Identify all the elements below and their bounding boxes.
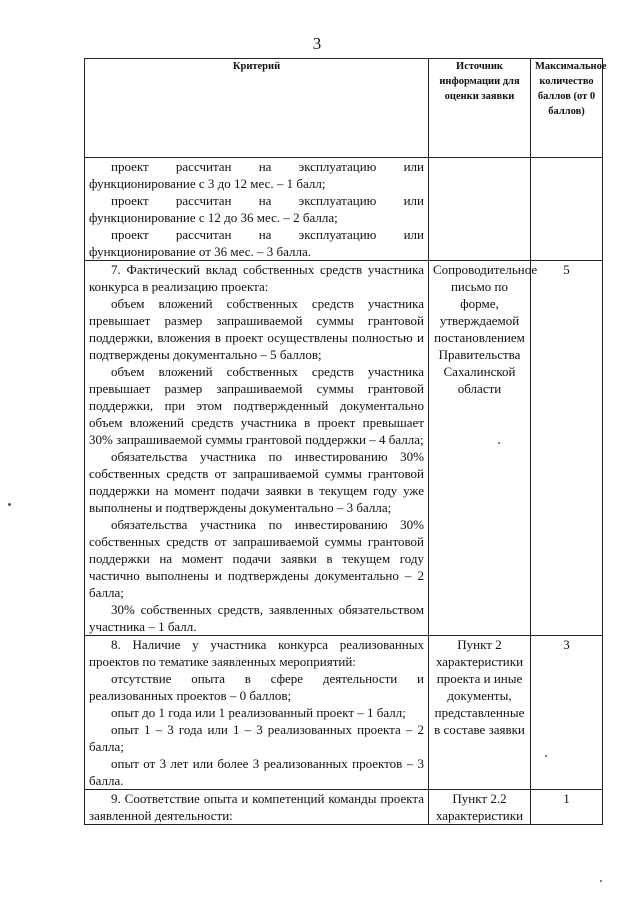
- criterion-paragraph: опыт до 1 года или 1 реализованный проект – 1 балл;: [111, 705, 406, 720]
- criterion-cell: [85, 790, 429, 825]
- table-row: [85, 261, 603, 636]
- criterion-paragraph: объем вложений собственных средств участника превышает размер запрашиваемой суммы грантовой поддержки, вложения в проект осуществлены полностью и подтверждены документально – 5 баллов;: [89, 296, 424, 362]
- criteria-table: [84, 58, 607, 825]
- max-score-cell: 5: [531, 261, 603, 636]
- criterion-paragraph: 7. Фактический вклад собственных средств участника конкурса в реализацию проекта:: [89, 262, 424, 294]
- scan-speck: [545, 755, 547, 757]
- source-cell: [429, 158, 531, 261]
- criterion-paragraph: обязательства участника по инвестированию 30% собственных средств от запрашиваемой суммы грантовой поддержки на момент подачи заявки в текущем году частично выполнены и подтверждены документально – 2 балла;: [89, 517, 424, 600]
- criterion-paragraph: 8. Наличие у участника конкурса реализованных проектов по тематике заявленных мероприятий:: [89, 637, 424, 669]
- criterion-paragraph: обязательства участника по инвестированию 30% собственных средств от запрашиваемой суммы грантовой поддержки на момент подачи заявки в текущем году уже выполнены и подтверждены документально – 3 балла;: [89, 449, 424, 515]
- criterion-paragraph: проект рассчитан на эксплуатацию или функционирование с 3 до 12 мес. – 1 балл;: [89, 159, 424, 191]
- criterion-paragraph: 30% собственных средств, заявленных обязательством участника – 1 балл.: [89, 602, 424, 634]
- table-row: [85, 158, 603, 261]
- max-score-cell: [531, 158, 603, 261]
- criterion-cell: [85, 261, 429, 636]
- criterion-cell: [85, 158, 429, 261]
- criterion-paragraph: объем вложений собственных средств участника превышает размер запрашиваемой суммы грантовой поддержки, при этом подтвержденный документально объем вложений средств участника в проект превышает 30% запрашиваемой суммы грантовой поддержки – 4 балла;: [89, 364, 424, 447]
- table-header-row: [85, 59, 603, 158]
- source-cell: Сопроводительное письмо по форме, утверждаемой постановлением Правительства Сахалинской области: [429, 261, 531, 636]
- scan-speck: [600, 880, 602, 882]
- scan-speck: [8, 503, 11, 506]
- criterion-cell: [85, 636, 429, 790]
- header-max-score: Максимальное количество баллов (от 0 баллов): [531, 59, 603, 158]
- header-criterion: Критерий: [85, 59, 429, 158]
- scan-speck: [498, 442, 500, 444]
- table-row: [85, 636, 603, 790]
- header-source: Источник информации для оценки заявки: [429, 59, 531, 158]
- criterion-paragraph: опыт от 3 лет или более 3 реализованных проектов – 3 балла.: [89, 756, 424, 788]
- criterion-paragraph: 9. Соответствие опыта и компетенций команды проекта заявленной деятельности:: [89, 791, 424, 823]
- max-score-cell: 3: [531, 636, 603, 790]
- source-cell: Пункт 2.2 характеристики: [429, 790, 531, 825]
- source-cell: Пункт 2 характеристики проекта и иные документы, представленные в составе заявки: [429, 636, 531, 790]
- criterion-paragraph: отсутствие опыта в сфере деятельности и реализованных проектов – 0 баллов;: [89, 671, 424, 703]
- page-number: 3: [312, 34, 322, 53]
- table-row: [85, 790, 603, 825]
- criterion-paragraph: проект рассчитан на эксплуатацию или функционирование от 36 мес. – 3 балла.: [89, 227, 424, 259]
- max-score-cell: 1: [531, 790, 603, 825]
- criterion-paragraph: проект рассчитан на эксплуатацию или функционирование с 12 до 36 мес. – 2 балла;: [89, 193, 424, 225]
- criterion-paragraph: опыт 1 – 3 года или 1 – 3 реализованных проекта – 2 балла;: [89, 722, 424, 754]
